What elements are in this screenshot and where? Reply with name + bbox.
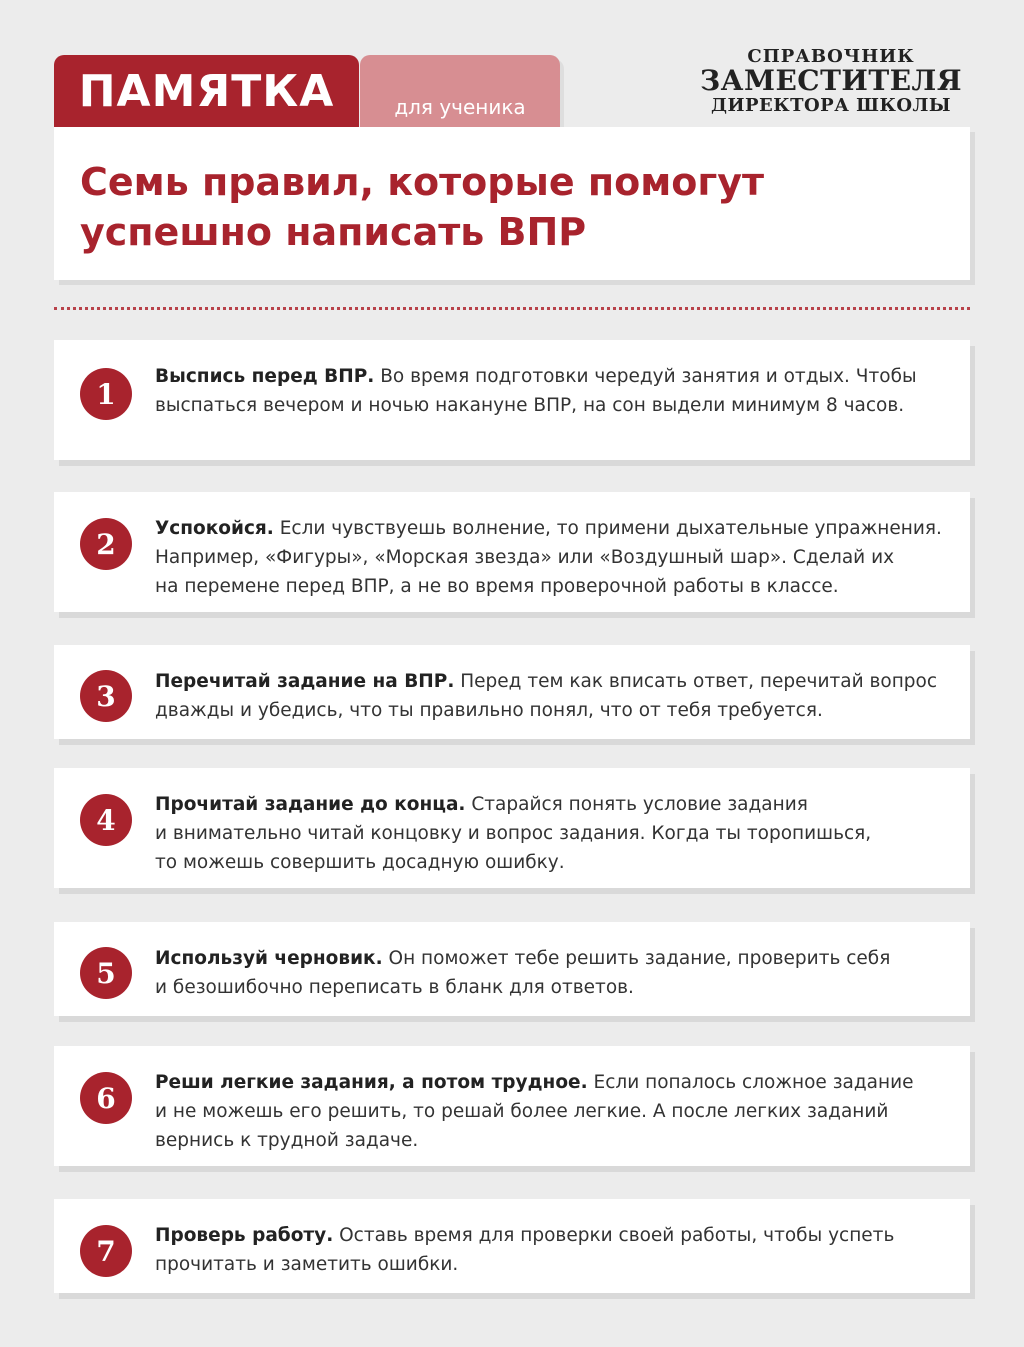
rule-text xyxy=(155,944,955,1002)
rule-line-3: то можешь совершить досадную ошибку. xyxy=(155,852,565,873)
rule-heading: Реши легкие задания, а потом трудное. xyxy=(155,1072,588,1093)
rule-line-2: и безошибочно переписать в бланк для ответов. xyxy=(155,977,634,998)
rule-line-2: дважды и убедись, что ты правильно понял, что от тебя требуется. xyxy=(155,700,823,721)
rule-line-2: прочитать и заметить ошибки. xyxy=(155,1254,459,1275)
rule-card-6 xyxy=(54,1046,970,1166)
rule-line-1 xyxy=(155,944,955,973)
rule-text xyxy=(155,790,955,877)
rule-line-3: вернись к трудной задаче. xyxy=(155,1130,419,1151)
rule-card-4 xyxy=(54,768,970,888)
rule-line-1 xyxy=(155,1068,955,1097)
rule-line-1-text: Во время подготовки чередуй занятия и отдых. Чтобы xyxy=(374,366,917,387)
rule-card-1 xyxy=(54,340,970,460)
rule-line-1 xyxy=(155,514,955,543)
title-card xyxy=(54,127,970,280)
rule-line-2: и не можешь его решить, то решай более легкие. А после легких заданий xyxy=(155,1101,889,1122)
rule-line-1 xyxy=(155,362,955,391)
rule-number-badge: 1 xyxy=(80,368,132,420)
page-title xyxy=(80,157,880,257)
rule-heading: Успокойся. xyxy=(155,518,274,539)
rule-heading: Перечитай задание на ВПР. xyxy=(155,671,455,692)
rule-text xyxy=(155,514,955,601)
rule-heading: Выспись перед ВПР. xyxy=(155,366,375,387)
logo-line-2: ЗАМЕСТИТЕЛЯ xyxy=(699,64,963,97)
rule-heading: Прочитай задание до конца. xyxy=(155,794,466,815)
rule-heading: Проверь работу. xyxy=(155,1225,334,1246)
rule-number-badge: 2 xyxy=(80,518,132,570)
logo-line-1: СПРАВОЧНИК xyxy=(747,46,915,67)
rule-card-3 xyxy=(54,645,970,739)
publisher-logo xyxy=(690,46,972,116)
rule-heading: Используй черновик. xyxy=(155,948,383,969)
page-title-line-2: успешно написать ВПР xyxy=(80,210,587,254)
rule-text xyxy=(155,1068,955,1155)
rule-card-2 xyxy=(54,492,970,612)
rule-line-1-text: Старайся понять условие задания xyxy=(465,794,808,815)
rule-line-1-text: Он поможет тебе решить задание, проверить себя xyxy=(382,948,891,969)
rule-line-2: выспаться вечером и ночью накануне ВПР, на сон выдели минимум 8 часов. xyxy=(155,395,905,416)
rule-line-1-text: Если попалось сложное задание xyxy=(587,1072,914,1093)
rule-line-1 xyxy=(155,790,955,819)
dotted-divider xyxy=(54,307,970,310)
rule-line-1-text: Оставь время для проверки своей работы, чтобы успеть xyxy=(333,1225,895,1246)
page-title-line-1: Семь правил, которые помогут xyxy=(80,160,765,204)
rule-card-7 xyxy=(54,1199,970,1293)
rule-number-badge: 5 xyxy=(80,947,132,999)
rule-number-badge: 4 xyxy=(80,794,132,846)
memo-tab-subtitle: для ученика xyxy=(360,55,560,127)
rule-text xyxy=(155,667,955,725)
rule-line-2: Например, «Фигуры», «Морская звезда» или «Воздушный шар». Сделай их xyxy=(155,547,895,568)
rule-text xyxy=(155,362,955,420)
rule-line-1 xyxy=(155,667,955,696)
rule-number-badge: 3 xyxy=(80,670,132,722)
rule-line-1 xyxy=(155,1221,955,1250)
rule-line-2: и внимательно читай концовку и вопрос задания. Когда ты торопишься, xyxy=(155,823,872,844)
rule-card-5 xyxy=(54,922,970,1016)
rule-number-badge: 7 xyxy=(80,1225,132,1277)
memo-tab-title: ПАМЯТКА xyxy=(54,55,359,127)
logo-line-3: ДИРЕКТОРА ШКОЛЫ xyxy=(710,95,952,116)
rule-number-badge: 6 xyxy=(80,1072,132,1124)
rule-line-3: на перемене перед ВПР, а не во время проверочной работы в классе. xyxy=(155,576,839,597)
rule-line-1-text: Если чувствуешь волнение, то примени дыхательные упражнения. xyxy=(273,518,942,539)
rule-line-1-text: Перед тем как вписать ответ, перечитай вопрос xyxy=(454,671,938,692)
rule-text xyxy=(155,1221,955,1279)
